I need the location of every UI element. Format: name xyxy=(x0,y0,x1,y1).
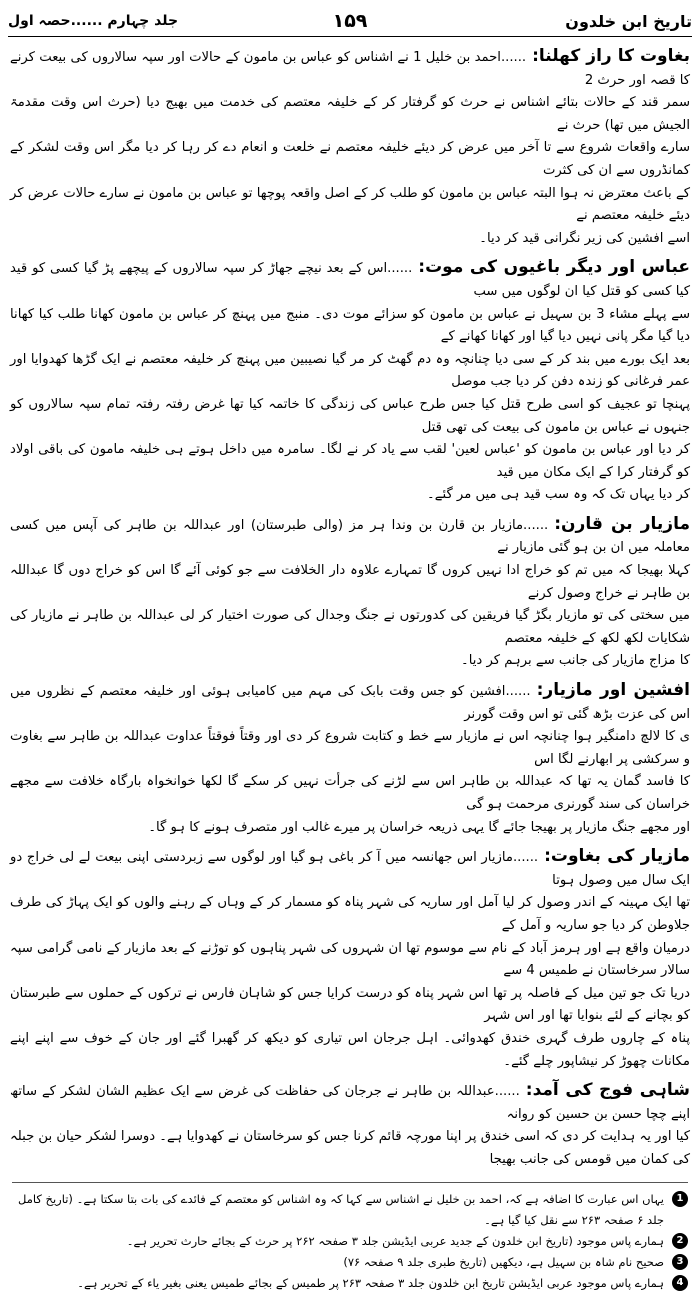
line-text: میں سختی کی تو مازیار بگڑ گیا فریقین کی کدورتوں نے جنگ وجدال کی صورت اختیار کر لی عبداللہ بن طاہر نے مازیار کی شکایات لکھ لکھ کے خلیفہ معتصم xyxy=(10,608,690,646)
text-line xyxy=(10,983,690,1028)
footnotes xyxy=(8,1189,692,1294)
text-line xyxy=(10,938,690,983)
line-text: کر دیا اور عباس بن مامون کو 'عباس لعین' لقب سے یاد کر نے لگا۔ سامرہ میں داخل ہوتے ہی خلیفہ مامون کی باقی اولاد کو گرفتار کرا کے ایک مکان میں قید xyxy=(10,442,690,480)
section-heading: مازیار کی بغاوت: xyxy=(544,846,690,867)
footnote-text: یہاں اس عبارت کا اضافہ ہے کہ، احمد بن خلیل نے اشناس سے کہا کہ وہ اشناس کو معتصم کے فائدے کی بات بتا سکتا ہے۔ (تاریخ کامل جلد ۶ صفحہ ۲۶۳ سے نقل کیا گیا ہے۔ xyxy=(18,1191,664,1227)
line-text: کہلا بھیجا کہ میں تم کو خراج ادا نہیں کروں گا تمہارے علاوہ دار الخلافت سے جو کوئی آئے گا اس کو خراج دوں گا عبداللہ بن طاہر نے خراج وصول کرنے xyxy=(10,563,690,601)
text-line xyxy=(10,183,690,228)
text-line xyxy=(10,45,690,92)
section-paragraph xyxy=(10,1079,690,1171)
section-heading: مازیار بن قارن: xyxy=(554,513,690,534)
line-text: کے باعث معترض نہ ہوا البتہ عباس بن مامون کو طلب کر کے اصل واقعہ پوچھا تو عباس بن مامون نے سارے حالات عرض کر دیئے خلیفہ معتصم نے xyxy=(10,185,690,224)
footnote-separator xyxy=(12,1182,688,1183)
line-text: سمر قند کے حالات بتائے اشناس نے حرث کو گرفتار کر کے خلیفہ معتصم کی خدمت میں بھیج دیا (حرث اس وقت مقدمۃ الجیش میں تھا) حرث نے xyxy=(10,95,690,133)
section-heading: افشین اور مازیار: xyxy=(536,680,690,701)
footnote-text: ہمارے پاس موجود (تاریخ ابن خلدون کے جدید عربی ایڈیشن جلد ۳ صفحہ ۲۶۲ پر حرث کے بجائے حارث تحریر ہے۔ xyxy=(126,1233,664,1248)
line-text: سارے واقعات شروع سے تا آخر میں عرض کر دیئے خلیفہ معتصم نے خلعت و انعام دے کر رہا کر دیا مگر اس وقت لشکر کے کمانڈروں سے ان کی کثرت xyxy=(10,140,690,178)
book-title: تاریخ ابن خلدون xyxy=(565,11,692,31)
footnote xyxy=(12,1189,688,1231)
text-line xyxy=(10,92,690,137)
text-line xyxy=(10,726,690,771)
line-text: درمیان واقع ہے اور ہرمز آباد کے نام سے موسوم تھا ان شہروں کی شہر پناہوں کو توڑنے کے بعد مازیار کے نامی گرامی سپہ سالار سرخاستان نے طمیس 4 سے xyxy=(10,940,690,979)
text-line xyxy=(10,771,690,816)
section-paragraph xyxy=(10,45,690,250)
section-heading: عباس اور دیگر باغیوں کی موت: xyxy=(418,257,690,278)
footnote-number: 1 xyxy=(672,1191,688,1207)
text-line xyxy=(10,349,690,394)
text-line xyxy=(10,439,690,484)
text-line xyxy=(10,817,690,840)
line-text: کر دیا یہاں تک کہ وہ سب قید ہی میں مر گئے۔ xyxy=(427,487,690,503)
line-text: تھا ایک مہینہ کے اندر وصول کر لیا آمل اور ساریہ کی شہر پناہ کو مسمار کر کے وہاں کے رہنے والوں کو ایک پہاڑ کی طرف جلاوطن کر دیا جو ساریہ و آمل کے xyxy=(10,895,690,933)
footnote-text: صحیح نام شاہ بن سہیل ہے، دیکھیں (تاریخ طبری جلد ۹ صفحہ ۷۶) xyxy=(343,1254,664,1269)
section-heading: شاہی فوج کی آمد: xyxy=(525,1080,690,1101)
footnote-number: 4 xyxy=(672,1275,688,1291)
line-text: دریا تک جو تین میل کے فاصلہ پر تھا اس شہر پناہ کو درست کرایا جس کو شاہان فارس نے ترکوں کے حملوں سے طبرستان کو بچانے کے لئے بنوایا تھا اور اس شہر xyxy=(10,985,690,1024)
text-line xyxy=(10,137,690,182)
line-text: کا مزاج مازیار کی جانب سے برہم کر دیا۔ xyxy=(461,653,690,669)
section-paragraph xyxy=(10,845,690,1073)
line-text: پناہ کے چاروں طرف گہری خندق کھدوائی۔ اہل جرجان اس تیاری کو دیکھ کر گھبرا گئے اور جان کے خوف سے اپنے اپنے مکانات چھوڑ کر نیشاپور چلے گئے۔ xyxy=(10,1030,690,1069)
text-line xyxy=(10,484,690,507)
line-text: سے پہلے مشاء 3 بن سہیل نے عباس بن مامون کو سزائے موت دی۔ منبج میں پہنچ کر عباس بن مامون کھانا طلب کیا کھانا دیا گیا مگر پانی نہیں دیا گیا اور کھانا کھانے کے xyxy=(10,306,690,345)
line-text: کیا اور یہ ہدایت کر دی کہ اسی خندق پر اپنا مورچہ قائم کرنا جس کو سرخاستان نے کھدوایا ہے۔ دوسرا لشکر حیان بن جبلہ کی کمان میں قومس کی جانب بھیجا xyxy=(10,1129,690,1167)
page-body xyxy=(8,45,692,1172)
text-line xyxy=(10,228,690,251)
footnote xyxy=(12,1231,688,1252)
text-line xyxy=(10,560,690,605)
section-paragraph xyxy=(10,513,690,673)
text-line xyxy=(10,1079,690,1126)
page-header xyxy=(8,6,692,37)
text-line xyxy=(10,1126,690,1171)
line-text: ......اس کے بعد نیچے جھاڑ کر سپہ سالاروں کے پیچھے پڑ گیا کسی کو قید کیا کسی کو قتل کیا ان لوگوں میں سب xyxy=(10,261,690,299)
text-line xyxy=(10,1028,690,1073)
text-line xyxy=(10,650,690,673)
section-paragraph xyxy=(10,679,690,839)
text-line xyxy=(10,679,690,726)
line-text: ......مازیار اس جھانسہ میں آ کر باغی ہو گیا اور لوگوں سے زبردستی اپنی بیعت لے لی خراج دو ایک سال میں وصول ہوتا xyxy=(10,850,690,888)
line-text: اور مجھے جنگ مازیار پر بھیجا جائے گا یہی ذریعہ خراسان پر میرے غالب اور متصرف ہونے کا ہو گا۔ xyxy=(148,819,690,835)
text-line xyxy=(10,256,690,303)
line-text: ......احمد بن خلیل 1 نے اشناس کو عباس بن مامون کے حالات اور سپہ سالاروں کی بیعت کرنے کا قصہ اور حرث 2 xyxy=(10,50,690,88)
line-text: ی کا لالچ دامنگیر ہوا چنانچہ اس نے مازیار سے خط و کتابت شروع کر دی اور وقتاً فوقتاً عداوت عبداللہ بن طاہر سے بغاوت و سرکشی پر ابھارنے لگا اس xyxy=(10,729,690,767)
footnote-number: 2 xyxy=(672,1233,688,1249)
line-text: ......عبداللہ بن طاہر نے جرجان کی حفاظت کی غرض سے ایک عظیم الشان لشکر کے ساتھ اپنے چچا حسن بن حسین کو روانہ xyxy=(10,1084,690,1122)
text-line xyxy=(10,605,690,650)
footnote xyxy=(12,1252,688,1273)
line-text: بعد ایک بورے میں بند کر کے سی دیا چنانچہ وہ دم گھٹ کر مر گیا نصیبین میں پہنچ کر خلیفہ معتصم نے ایک گڑھا کھدوایا اور عمر فرغانی کو زندہ دفن کر دیا جب موصل xyxy=(10,351,690,390)
footnote-text: ہمارے پاس موجود عربی ایڈیشن تاریخ ابن خلدون جلد ۳ صفحہ ۲۶۳ پر طمیس کے بجائے طمیس یعنی بغیر یاء کے تحریر ہے۔ xyxy=(77,1275,664,1290)
text-line xyxy=(10,394,690,439)
line-text: ......مازیار بن قارن بن وندا ہر مز (والی طبرستان) اور عبداللہ بن طاہر کی آپس میں کسی معاملہ میں ان بن ہو گئی مازیار نے xyxy=(10,517,690,556)
footnote xyxy=(12,1273,688,1294)
line-text: کا فاسد گمان یہ تھا کہ عبداللہ بن طاہر اس سے لڑنے کی جرأت نہیں کر سکے گا لکھا خوانخواہ بارگاہ خلافت سے مجھے خراسان کی سند گورنری مرحمت ہو گی xyxy=(10,774,690,812)
line-text: پہنچا تو عجیف کو اسی طرح قتل کیا جس طرح عباس کی زندگی کا خاتمہ کیا تھا غرض رفتہ رفتہ تمام سپہ سالاروں کو جنہوں نے عباس بن مامون کی بیعت کی تھی قتل xyxy=(10,396,690,435)
text-line xyxy=(10,304,690,349)
text-line xyxy=(10,513,690,560)
text-line xyxy=(10,845,690,892)
footnote-number: 3 xyxy=(672,1254,688,1270)
section-heading: بغاوت کا راز کھلنا: xyxy=(532,46,690,66)
line-text: اسے افشین کی زیر نگرانی قید کر دیا۔ xyxy=(479,230,690,246)
section-paragraph xyxy=(10,256,690,507)
volume-label: جلد چہارم ......حصہ اول xyxy=(8,13,179,29)
page-number: ۱۵۹ xyxy=(332,10,368,32)
line-text: ......افشین کو جس وقت بابک کی مہم میں کامیابی ہوئی اور خلیفہ معتصم کے نظروں میں اس کی عزت بڑھ گئی تو اس وقت گورنر xyxy=(10,684,690,722)
text-line xyxy=(10,892,690,937)
